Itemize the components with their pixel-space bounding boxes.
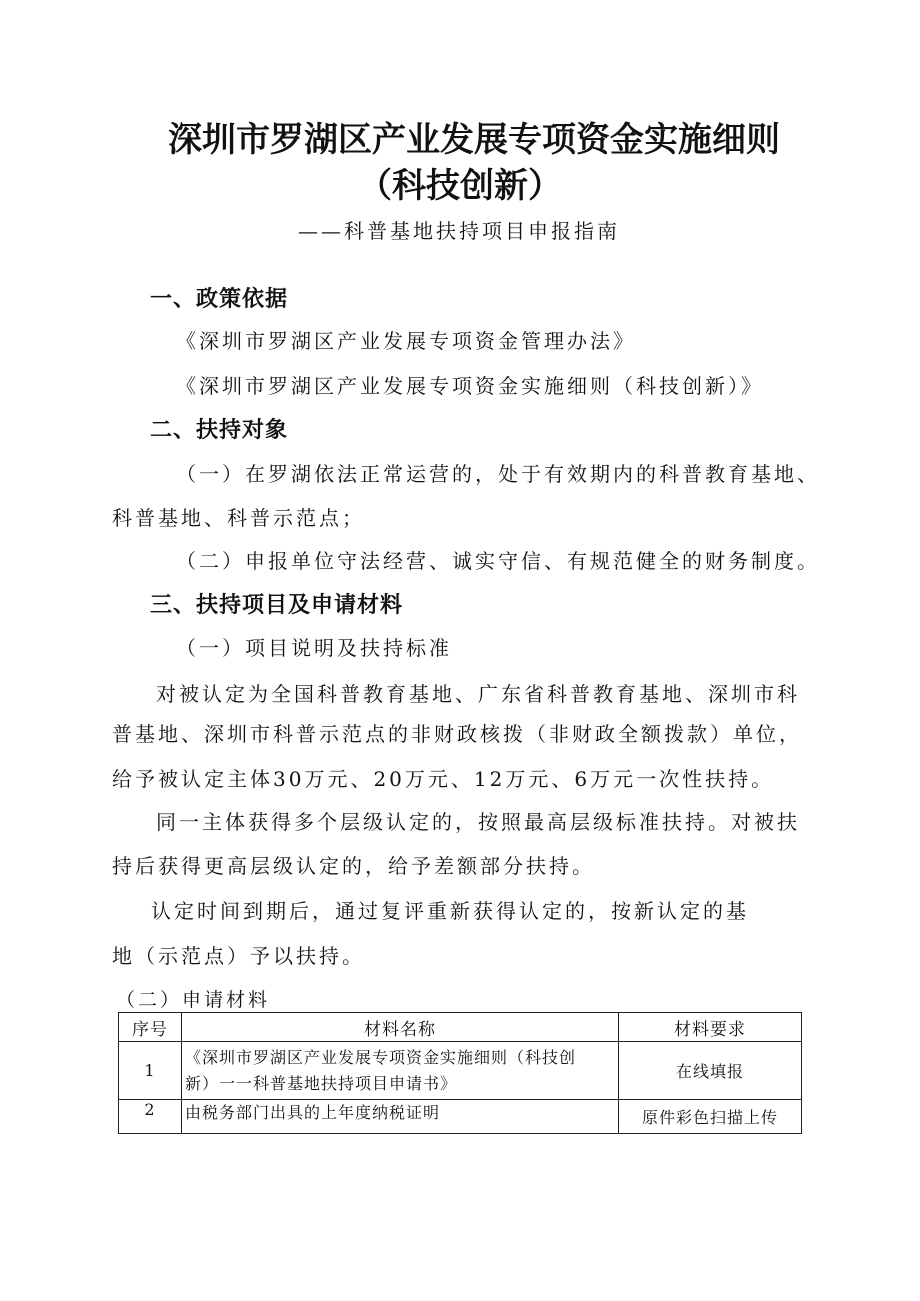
row-material-name: 由税务部门出具的上年度纳税证明 [182,1100,619,1134]
target-item-1-line2: 科普基地、科普示范点； [112,506,365,530]
row-material-name-line1: 《深圳市罗湖区产业发展专项资金实施细则（科技创 [185,1047,577,1067]
para2-line2: 持后获得更高层级认定的，给予差额部分扶持。 [112,854,595,878]
target-item-1-line1: （一）在罗湖依法正常运营的，处于有效期内的科普教育基地、 [176,462,820,486]
para1-line1: 对被认定为全国科普教育基地、广东省科普教育基地、深圳市科 [156,682,800,706]
row-material-name [182,1042,619,1100]
para2-line1: 同一主体获得多个层级认定的，按照最高层级标准扶持。对被扶 [156,810,800,834]
row-material-name-line2: 新）一一科普基地扶持项目申请书》 [185,1073,458,1093]
row-material-requirement: 在线填报 [619,1042,802,1100]
document-title-line1: 深圳市罗湖区产业发展专项资金实施细则 [168,120,780,160]
policy-item-2: 《深圳市罗湖区产业发展专项资金实施细则（科技创新）》 [176,374,764,398]
row-serial: 1 [119,1042,182,1100]
document-title-line2: （科技创新） [358,166,562,206]
subsection-project-description: （一）项目说明及扶持标准 [176,636,452,660]
header-serial: 序号 [119,1013,182,1042]
row-serial: 2 [119,1100,182,1134]
section-heading-policy-basis: 一、政策依据 [150,287,289,312]
para1-line2: 普基地、深圳市科普示范点的非财政核拨（非财政全额拨款）单位， [112,722,802,746]
target-item-2: （二）申报单位守法经营、诚实守信、有规范健全的财务制度。 [176,549,820,573]
materials-table [118,1012,802,1134]
document-subtitle: ——科普基地扶持项目申报指南 [298,219,620,243]
table-row [119,1100,802,1134]
section-heading-projects-materials: 三、扶持项目及申请材料 [150,593,404,618]
para3-line1: 认定时间到期后，通过复评重新获得认定的，按新认定的基 [151,899,749,923]
para1-line3: 给予被认定主体30万元、20万元、12万元、6万元一次性扶持。 [112,767,775,791]
table-header-row [119,1013,802,1042]
header-material-name: 材料名称 [182,1013,619,1042]
para3-line2: 地（示范点）予以扶持。 [112,944,365,968]
table-row [119,1042,802,1100]
header-material-requirement: 材料要求 [619,1013,802,1042]
policy-item-1: 《深圳市罗湖区产业发展专项资金管理办法》 [176,329,636,353]
section-heading-support-target: 二、扶持对象 [150,418,289,443]
subsection-application-materials: （二）申请材料 [116,989,271,1011]
row-material-requirement: 原件彩色扫描上传 [619,1100,802,1134]
